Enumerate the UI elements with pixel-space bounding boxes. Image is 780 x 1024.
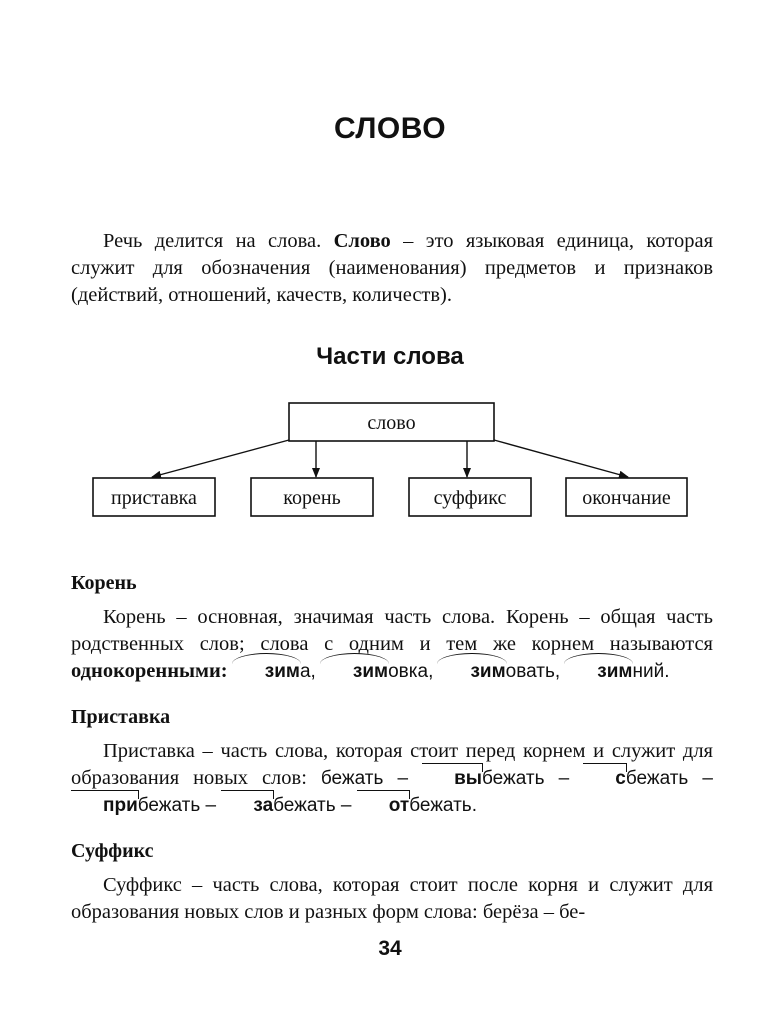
root-example-root: зим (565, 658, 632, 685)
root-example (321, 660, 428, 682)
prefix-example (71, 794, 200, 816)
diagram-arrow-4 (494, 440, 628, 477)
parts-title: Части слова (316, 343, 464, 370)
page-title: СЛОВО (333, 112, 447, 145)
prefix-example-rest: бежать (482, 768, 545, 789)
root-example (233, 660, 311, 682)
prefix-example (221, 794, 335, 816)
prefix-example (422, 767, 544, 789)
root-text: Корень – основная, значимая часть слова. Корень – общая часть родственных слов; слова с одним и тем же корнем называются (71, 606, 713, 655)
prefix-example-prefix: при (71, 792, 138, 819)
prefix-heading: Приставка (71, 706, 171, 728)
suffix-paragraph (71, 872, 713, 926)
prefix-base-word: бежать (320, 768, 384, 789)
prefix-example-prefix: с (583, 765, 626, 792)
page-number: 34 (378, 937, 402, 960)
prefix-example-prefix: за (221, 792, 273, 819)
prefix-example (583, 767, 688, 789)
intro-term: Слово (333, 230, 391, 252)
prefix-example-rest: бежать (137, 795, 201, 816)
prefix-text: Приставка – часть слова, которая стоит перед корнем и служит для образования новых слов: (71, 740, 713, 789)
root-term: однокоренными: (71, 660, 228, 682)
root-example-rest: а (299, 661, 311, 682)
diagram-box-suffix (409, 478, 531, 516)
root-example (438, 660, 554, 682)
intro-paragraph (71, 228, 713, 309)
diagram-label-prefix: приставка (111, 487, 197, 509)
diagram-box-root (251, 478, 373, 516)
prefix-example-prefix: от (357, 792, 409, 819)
prefix-example-rest: бежать (409, 795, 472, 816)
intro-text-2: – это языковая единица, которая служит для обозначения (наименования) предметов и признаков (действий, отношений, качеств, количеств). (71, 230, 713, 306)
diagram-root-label: слово (367, 412, 416, 434)
intro-text-1: Речь делится на слова. (103, 230, 334, 252)
suffix-heading: Суффикс (71, 840, 154, 862)
root-example-rest: овать (505, 661, 555, 682)
diagram-root-box (289, 403, 494, 441)
prefix-paragraph: Приставка – часть слова, которая стоит перед корнем и служит для образования новых слов: бежать – выбежать – сбежать – прибежать – забежать – отбежать. (71, 738, 713, 819)
root-example-root: зим (321, 658, 388, 685)
prefix-example (357, 794, 472, 816)
diagram-label-suffix: суффикс (433, 487, 507, 509)
diagram-label-ending: окончание (582, 487, 671, 509)
prefix-example-prefix: вы (422, 765, 482, 792)
root-example (565, 660, 664, 682)
prefix-example-rest: бежать (625, 768, 689, 789)
root-example-root: зим (438, 658, 505, 685)
root-example-root: зим (233, 658, 300, 685)
root-example-rest: овка (388, 661, 429, 682)
diagram-box-prefix (93, 478, 215, 516)
diagram-arrow-1 (152, 440, 289, 477)
diagram-label-root: корень (283, 487, 341, 509)
root-heading: Корень (71, 572, 137, 594)
prefix-example-rest: бежать (273, 795, 336, 816)
suffix-text: Суффикс – часть слова, которая стоит после корня и служит для образования новых слов и разных форм слова: берёза – бе- (71, 874, 713, 923)
diagram-box-ending (566, 478, 687, 516)
root-paragraph: Корень – основная, значимая часть слова. Корень – общая часть родственных слов; слова с одним и тем же корнем называются однокоренными: зима, зимовка, зимовать, зимний. (71, 604, 713, 685)
root-example-rest: ний (632, 661, 665, 682)
